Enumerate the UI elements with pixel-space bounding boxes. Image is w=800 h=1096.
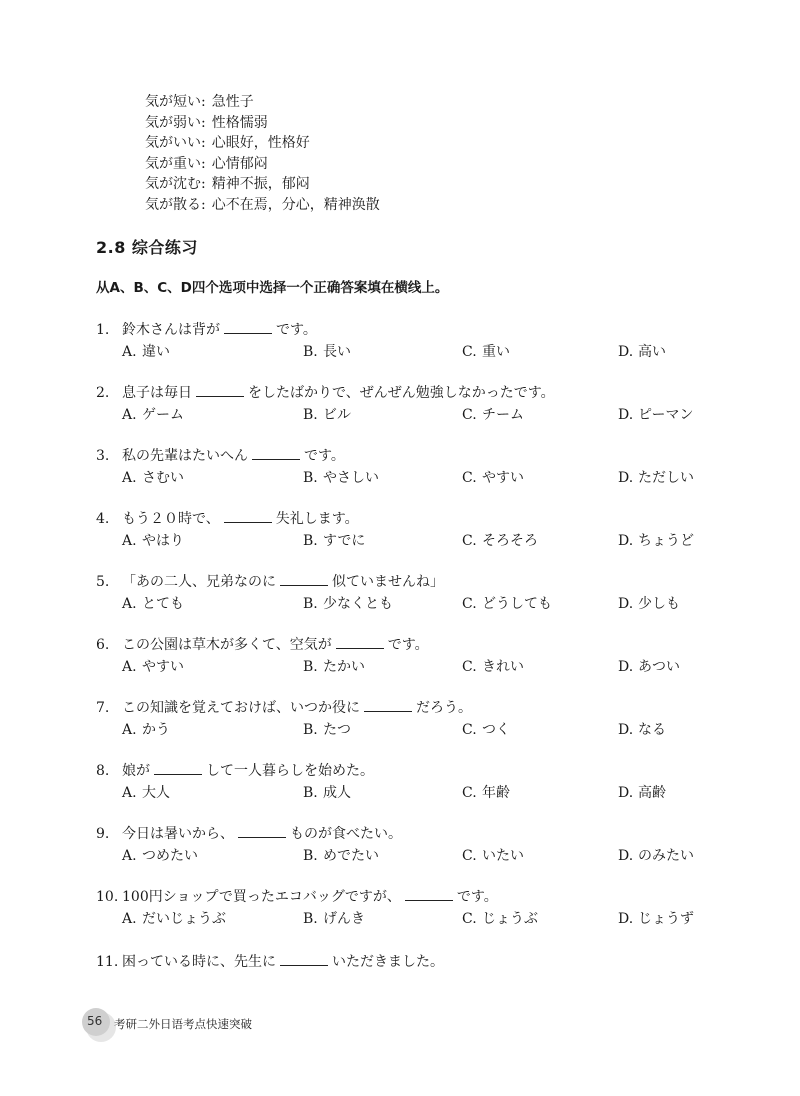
idiom-item (145, 92, 380, 113)
idiom-list (145, 92, 380, 215)
question-item (96, 824, 736, 866)
idiom-term: 気が短い: (145, 94, 206, 110)
idiom-item (145, 113, 380, 134)
question-text: 似ていませんね」 (332, 574, 444, 590)
question-number: 4. (96, 511, 110, 527)
option-a: A. さむい (122, 470, 184, 486)
answer-blank (336, 636, 384, 649)
question-text: 息子は毎日 (122, 385, 192, 401)
question-number: 2. (96, 385, 110, 401)
option-a: A. やはり (122, 533, 184, 549)
question-stem (96, 320, 736, 340)
option-b: B. すでに (303, 533, 366, 549)
option-row (96, 468, 736, 488)
option-row (96, 909, 736, 929)
question-item (96, 572, 736, 614)
option-b: B. やさしい (303, 470, 379, 486)
question-text: です。 (304, 448, 345, 464)
idiom-meaning: 性格懦弱 (211, 114, 268, 131)
option-d: D. 少しも (618, 596, 680, 612)
idiom-term: 気が沈む: (145, 176, 206, 192)
option-a: A. 違い (122, 344, 170, 360)
option-row (96, 846, 736, 866)
option-d: D. じょうず (618, 911, 694, 927)
option-d: D. 高い (618, 344, 666, 360)
option-d: D. ちょうど (618, 533, 694, 549)
question-item (96, 635, 736, 677)
option-row (96, 594, 736, 614)
question-item (96, 761, 736, 803)
option-b: B. げんき (303, 911, 365, 927)
option-b: B. 長い (303, 344, 351, 360)
option-c: C. じょうぶ (462, 911, 538, 927)
answer-blank (196, 384, 244, 397)
question-number: 11. (96, 954, 119, 970)
option-b: B. ビル (303, 407, 351, 423)
question-number: 9. (96, 826, 110, 842)
option-row (96, 342, 736, 362)
option-c: C. 重い (462, 344, 510, 360)
option-row (96, 783, 736, 803)
question-number: 3. (96, 448, 110, 464)
answer-blank (405, 888, 453, 901)
question-text: して一人暮らしを始めた。 (206, 763, 374, 779)
question-text: です。 (276, 322, 317, 338)
question-stem (96, 635, 736, 655)
question-text: 失礼します。 (275, 511, 359, 527)
question-item (96, 698, 736, 740)
question-stem (96, 446, 736, 466)
question-text: 「あの二人、兄弟なのに (122, 574, 276, 590)
question-text: 今日は暑いから、 (122, 826, 234, 842)
question-text: です。 (456, 889, 498, 905)
question-text: 困っている時に、先生に (122, 954, 276, 970)
question-text: だろう。 (416, 700, 472, 716)
idiom-item (145, 154, 380, 175)
idiom-meaning: 心情郁闷 (211, 155, 268, 172)
question-stem (96, 509, 736, 529)
question-number: 6. (96, 637, 110, 653)
option-c: C. やすい (462, 470, 524, 486)
option-d: D. ピーマン (618, 407, 694, 423)
option-row (96, 657, 736, 677)
option-d: D. なる (618, 722, 666, 738)
idiom-meaning: 心不在焉，分心，精神涣散 (211, 196, 380, 213)
question-text: この知識を覚えておけば、いつか役に (122, 700, 360, 716)
idiom-meaning: 急性子 (211, 94, 254, 110)
question-stem (96, 887, 736, 907)
book-title: 考研二外日语考点快速突破 (114, 1017, 252, 1031)
answer-blank (238, 825, 286, 838)
question-item (96, 509, 736, 551)
option-d: D. のみたい (618, 848, 694, 864)
option-c: C. どうしても (462, 596, 552, 612)
question-text: 娘が (122, 763, 150, 779)
option-c: C. いたい (462, 848, 524, 864)
answer-blank (280, 953, 328, 966)
question-stem (96, 761, 736, 781)
idiom-term: 気がいい: (145, 135, 206, 151)
answer-blank (224, 510, 272, 523)
option-a: A. とても (122, 596, 184, 612)
idiom-term: 気が散る: (145, 196, 206, 213)
idiom-term: 気が重い: (145, 155, 206, 172)
instruction-text: 从A、B、C、D四个选项中选择一个正确答案填在横线上。 (96, 280, 449, 296)
option-b: B. たつ (303, 722, 351, 738)
question-item (96, 320, 736, 362)
section-title: 2.8 综合练习 (96, 238, 198, 257)
question-text: もう２０時で、 (122, 511, 220, 527)
question-stem (96, 824, 736, 844)
question-item (96, 383, 736, 425)
option-b: B. めでたい (303, 848, 379, 864)
question-stem (96, 383, 736, 403)
option-a: A. ゲーム (122, 407, 184, 423)
question-item (96, 952, 736, 972)
question-stem (96, 572, 736, 592)
option-a: A. やすい (122, 659, 184, 675)
question-text: 私の先輩はたいへん (122, 448, 248, 464)
page-number: 56 (87, 1014, 103, 1028)
question-item (96, 887, 736, 929)
question-number: 8. (96, 763, 110, 779)
option-a: A. だいじょうぶ (122, 911, 226, 927)
question-text: です。 (387, 637, 429, 653)
question-stem (96, 698, 736, 718)
option-b: B. 成人 (303, 785, 351, 801)
option-d: D. 高齢 (618, 785, 666, 801)
answer-blank (364, 699, 412, 712)
question-number: 7. (96, 700, 110, 716)
question-number: 5. (96, 574, 110, 590)
idiom-term: 気が弱い: (145, 114, 206, 131)
option-c: C. 年齢 (462, 785, 510, 801)
option-row (96, 531, 736, 551)
option-d: D. ただしい (618, 470, 694, 486)
idiom-meaning: 心眼好，性格好 (211, 135, 310, 151)
answer-blank (280, 573, 328, 586)
option-c: C. つく (462, 722, 510, 738)
idiom-item (145, 195, 380, 216)
question-number: 1. (96, 322, 110, 338)
option-b: B. たかい (303, 659, 365, 675)
option-c: C. チーム (462, 407, 524, 423)
question-text: 鈴木さんは背が (122, 322, 220, 338)
question-item (96, 446, 736, 488)
answer-blank (224, 321, 272, 334)
idiom-meaning: 精神不振，郁闷 (211, 176, 310, 192)
question-text: この公園は草木が多くて、空気が (122, 637, 332, 653)
answer-blank (252, 447, 300, 460)
option-a: A. かう (122, 722, 170, 738)
question-text: いただきました。 (332, 954, 444, 970)
option-c: C. きれい (462, 659, 524, 675)
option-row (96, 405, 736, 425)
option-d: D. あつい (618, 659, 680, 675)
question-text: をしたばかりで、ぜんぜん勉強しなかったです。 (248, 385, 555, 401)
answer-blank (154, 762, 202, 775)
option-b: B. 少なくとも (303, 596, 393, 612)
option-a: A. つめたい (122, 848, 198, 864)
question-text: ものが食べたい。 (290, 826, 402, 842)
question-number: 10. (96, 889, 119, 905)
idiom-item (145, 133, 380, 154)
idiom-item (145, 174, 380, 195)
option-row (96, 720, 736, 740)
question-stem (96, 952, 736, 972)
option-c: C. そろそろ (462, 533, 538, 549)
question-text: 100円ショップで買ったエコバッグですが、 (122, 889, 401, 905)
option-a: A. 大人 (122, 785, 170, 801)
